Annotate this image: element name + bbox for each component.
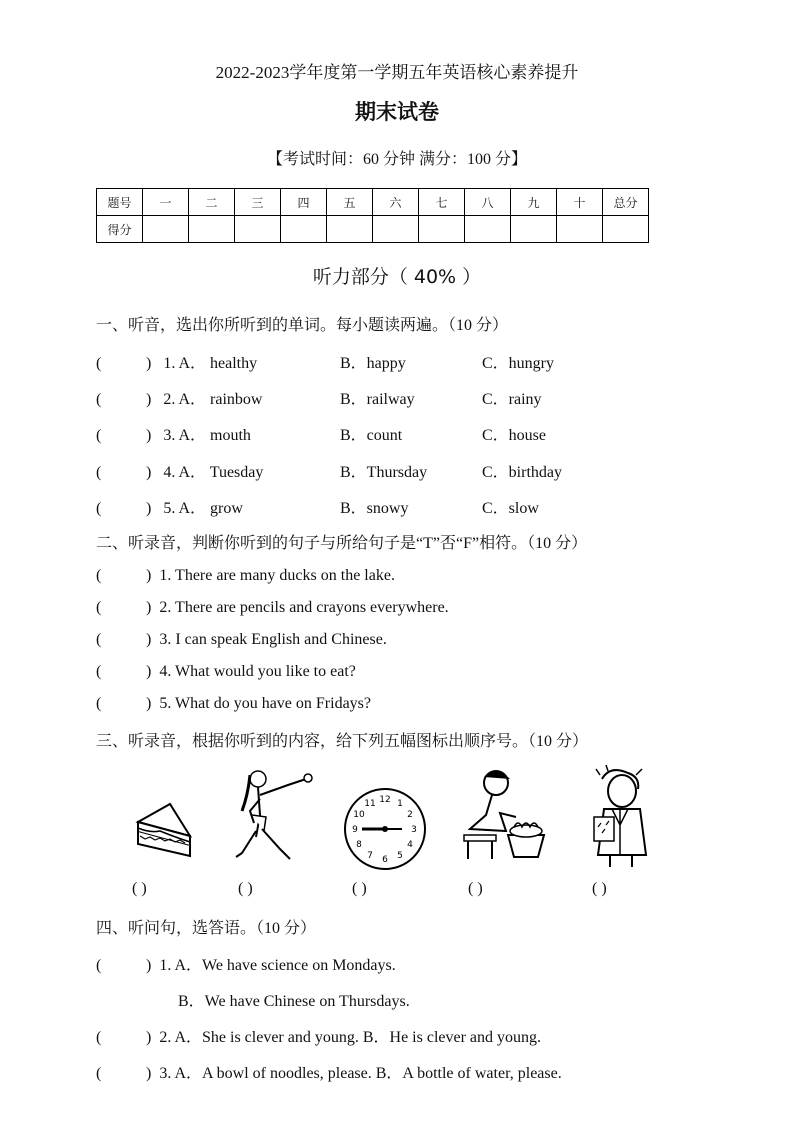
picture-answer-blank[interactable]: ( ) [468, 880, 483, 897]
exam-title: 2022-2023学年度第一学期五年英语核心素养提升 [215, 63, 579, 82]
tf-sentence: 4. What would you like to eat? [159, 663, 356, 680]
answer-row [96, 1060, 562, 1083]
answer-blank[interactable]: ( ) [96, 1065, 152, 1082]
section1-heading: 一、听音，选出你所听到的单词。每小题读两遍。（10 分） [96, 317, 509, 334]
tf-sentence: 3. I can speak English and Chinese. [159, 631, 387, 648]
score-input-cell[interactable] [189, 216, 235, 243]
tf-sentence: 5. What do you have on Fridays? [159, 695, 371, 712]
score-input-cell[interactable] [327, 216, 373, 243]
score-input-cell[interactable] [373, 216, 419, 243]
option-b: B．snowy [340, 500, 409, 517]
answer-blank[interactable]: ( ) [96, 1029, 152, 1046]
picture-answer-blank[interactable]: ( ) [352, 880, 367, 897]
tf-row [96, 631, 387, 649]
score-cell: 三 [235, 189, 281, 216]
answer-option: 1. A．We have science on Mondays. [159, 957, 396, 974]
svg-text:7: 7 [367, 851, 373, 861]
tf-row [96, 663, 356, 681]
item-number: 4. A． [163, 464, 207, 481]
choice-row [96, 386, 262, 409]
clock-picture [342, 786, 428, 872]
answer-option: 2. A．She is clever and young. B．He is clever and young. [159, 1029, 542, 1046]
answer-blank[interactable]: ( ) [96, 957, 152, 974]
score-cell: 七 [419, 189, 465, 216]
exam-subtitle: 期末试卷 [355, 100, 439, 124]
item-number: 5. A． [163, 500, 207, 517]
svg-text:9: 9 [352, 825, 358, 835]
option-c: C．rainy [482, 391, 542, 408]
tf-row [96, 599, 449, 617]
score-cell: 八 [465, 189, 511, 216]
svg-text:8: 8 [356, 840, 362, 850]
kungfu-girl-picture [228, 765, 318, 865]
svg-text:12: 12 [379, 795, 391, 805]
exam-info: 【考试时间：60 分钟 满分：100 分】 [266, 151, 527, 168]
score-input-cell[interactable] [465, 216, 511, 243]
composer-picture [580, 765, 660, 869]
option-a: mouth [210, 427, 251, 444]
sandwich-picture [130, 800, 200, 862]
score-cell: 题号 [97, 189, 143, 216]
section4-heading: 四、听问句，选答语。（10 分） [96, 920, 317, 937]
answer-blank[interactable]: ( ) [96, 663, 152, 680]
picture-answer-blank[interactable]: ( ) [132, 880, 147, 897]
answer-row [96, 952, 396, 975]
item-number: 2. A． [163, 391, 207, 408]
answer-blank[interactable]: ( ) [96, 631, 152, 648]
choice-row [96, 422, 251, 445]
score-cell: 总分 [603, 189, 649, 216]
section2-heading: 二、听录音，判断你听到的句子与所给句子是“T”否“F”相符。（10 分） [96, 535, 588, 552]
option-c: C．house [482, 427, 547, 444]
picture-answer-blank[interactable]: ( ) [238, 880, 253, 897]
option-c: C．hungry [482, 355, 555, 372]
answer-blank[interactable]: ( ) [96, 464, 152, 481]
score-cell: 十 [557, 189, 603, 216]
score-input-cell[interactable] [281, 216, 327, 243]
answer-blank[interactable]: ( ) [96, 567, 152, 584]
svg-text:10: 10 [353, 810, 365, 820]
score-input-cell[interactable] [603, 216, 649, 243]
choice-row [96, 459, 263, 482]
washing-girl-picture [456, 765, 546, 865]
tf-sentence: 1. There are many ducks on the lake. [159, 567, 395, 584]
listening-part-title: 听力部分（ 40% ） [312, 266, 482, 288]
answer-blank[interactable]: ( ) [96, 500, 152, 517]
picture-answer-blank[interactable]: ( ) [592, 880, 607, 897]
option-b: B．railway [340, 391, 415, 408]
svg-text:11: 11 [364, 799, 376, 809]
tf-row [96, 695, 371, 713]
section3-heading: 三、听录音，根据你听到的内容，给下列五幅图标出顺序号。（10 分） [96, 733, 589, 750]
tf-row [96, 567, 395, 585]
score-cell: 得分 [97, 216, 143, 243]
score-input-cell[interactable] [235, 216, 281, 243]
answer-blank[interactable]: ( ) [96, 355, 152, 372]
score-cell: 四 [281, 189, 327, 216]
answer-blank[interactable]: ( ) [96, 391, 152, 408]
score-cell: 二 [189, 189, 235, 216]
svg-text:4: 4 [407, 840, 413, 850]
svg-text:6: 6 [382, 855, 388, 865]
answer-option: 3. A．A bowl of noodles, please. B．A bottle of water, please. [159, 1065, 562, 1082]
answer-blank[interactable]: ( ) [96, 695, 152, 712]
score-cell: 六 [373, 189, 419, 216]
score-cell: 五 [327, 189, 373, 216]
option-c: C．slow [482, 500, 539, 517]
score-input-cell[interactable] [419, 216, 465, 243]
choice-row [96, 495, 243, 518]
score-input-cell[interactable] [143, 216, 189, 243]
score-cell: 九 [511, 189, 557, 216]
score-table [96, 188, 649, 243]
score-input-cell[interactable] [511, 216, 557, 243]
item-number: 1. A． [163, 355, 207, 372]
score-table-score-row [97, 216, 649, 243]
option-a: healthy [210, 355, 258, 372]
option-c: C．birthday [482, 464, 562, 481]
option-b: B．count [340, 427, 403, 444]
option-a: rainbow [210, 391, 263, 408]
tf-sentence: 2. There are pencils and crayons everywhere. [159, 599, 449, 616]
svg-text:1: 1 [397, 799, 403, 809]
answer-blank[interactable]: ( ) [96, 599, 152, 616]
option-a: grow [210, 500, 243, 517]
option-a: Tuesday [209, 464, 264, 481]
answer-option: B．We have Chinese on Thursdays. [178, 993, 410, 1010]
option-b: B．happy [340, 355, 406, 372]
answer-blank[interactable]: ( ) [96, 427, 152, 444]
svg-text:5: 5 [397, 851, 403, 861]
item-number: 3. A． [163, 427, 207, 444]
score-cell: 一 [143, 189, 189, 216]
choice-row [96, 350, 257, 373]
option-b: B．Thursday [340, 464, 428, 481]
svg-text:3: 3 [411, 825, 417, 835]
svg-text:2: 2 [407, 810, 413, 820]
score-input-cell[interactable] [557, 216, 603, 243]
score-table-header-row [97, 189, 649, 216]
answer-row [96, 1024, 541, 1047]
